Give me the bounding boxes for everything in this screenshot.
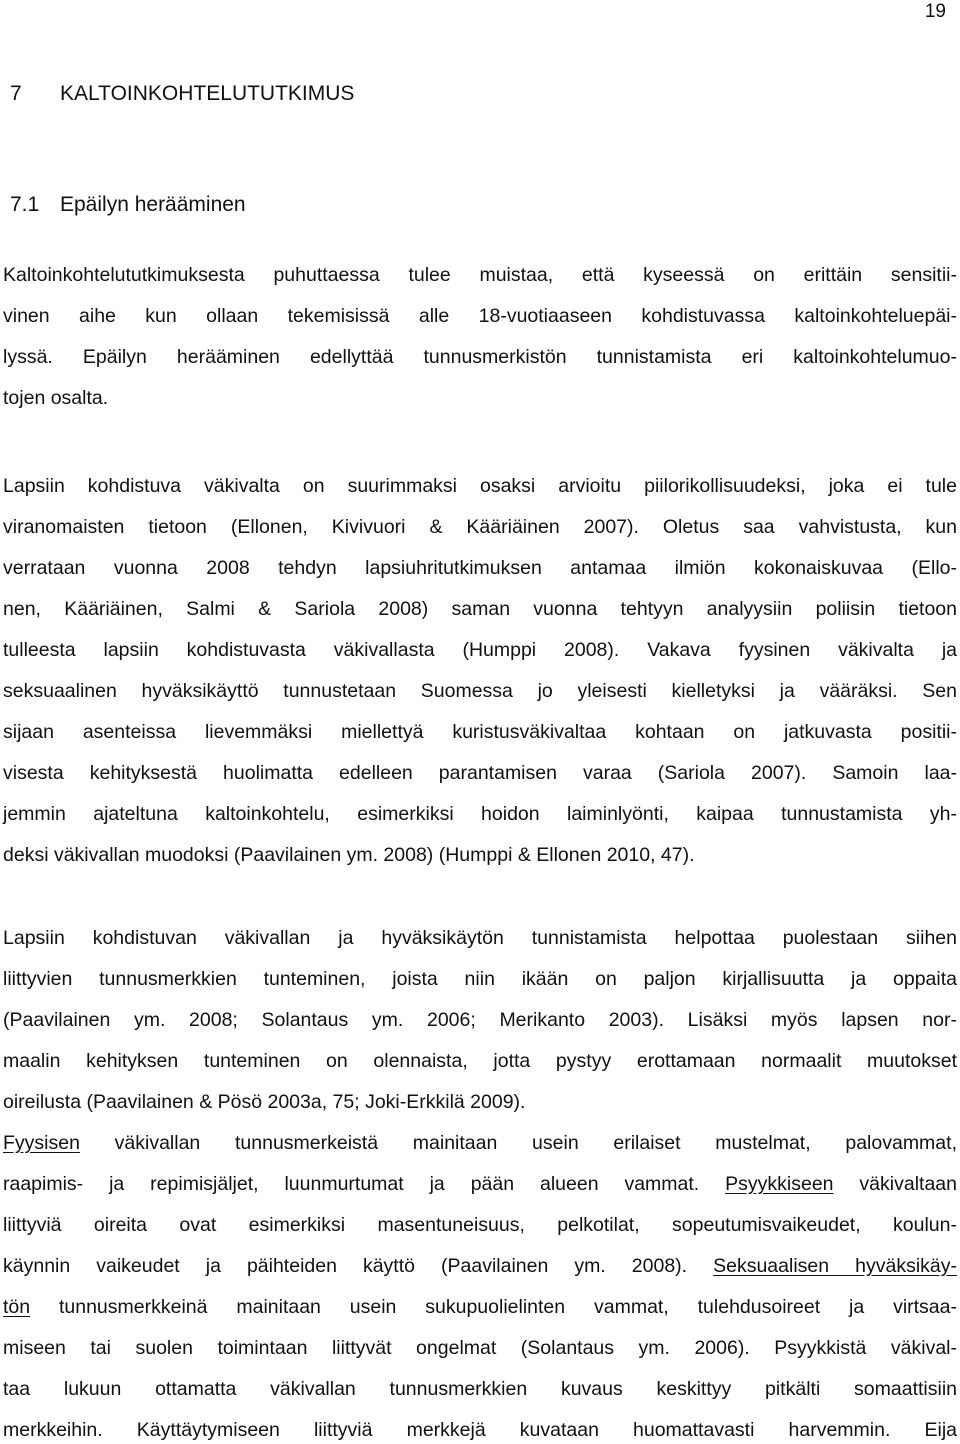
paragraph-4-line: [3, 1295, 957, 1319]
paragraph-2-line: seksuaalinen hyväksikäyttö tunnustetaan Suomessa jo yleisesti kielletyksi ja vääräksi. Sen: [3, 680, 957, 702]
page-number: 19: [924, 1, 946, 22]
paragraph-4-line: [3, 1131, 957, 1155]
paragraph-2-line: sijaan asenteissa lievemmäksi miellettyä kuristusväkivaltaa kohtaan on jatkuvasta positii-: [3, 721, 957, 743]
paragraph-2-line: nen, Kääriäinen, Salmi & Sariola 2008) saman vuonna tehtyyn analyysiin poliisin tietoon: [3, 598, 957, 620]
section-number: 7.1: [10, 193, 40, 216]
line-text: väkivaltaan: [833, 1173, 957, 1195]
paragraph-2-line: Lapsiin kohdistuva väkivalta on suurimmaksi osaksi arvioitu piilorikollisuudeksi, joka ei tule: [3, 475, 957, 497]
section-heading: [10, 192, 246, 218]
chapter-title: KALTOINKOHTELUTUTKIMUS: [60, 82, 355, 105]
paragraph-1-line: lyssä. Epäilyn herääminen edellyttää tunnusmerkistön tunnistamista eri kaltoinkohtelumuo-: [3, 346, 957, 368]
paragraph-2-line: verrataan vuonna 2008 tehdyn lapsiuhritutkimuksen antamaa ilmiön kokonaiskuvaa (Ello-: [3, 557, 957, 579]
underlined-term-continuation: tön: [3, 1296, 31, 1318]
line-text: tunnusmerkkeinä mainitaan usein sukupuolielinten vammat, tulehdusoireet ja virtsaa-: [30, 1296, 957, 1318]
paragraph-4-line: [3, 1254, 957, 1278]
paragraph-2-line: jemmin ajateltuna kaltoinkohtelu, esimerkiksi hoidon laiminlyönti, kaipaa tunnustamista yh-: [3, 803, 957, 825]
line-text: käynnin vaikeudet ja päihteiden käyttö (Paavilainen ym. 2008).: [3, 1255, 714, 1277]
paragraph-1-line: Kaltoinkohtelututkimuksesta puhuttaessa tulee muistaa, että kyseessä on erittäin sensitii-: [3, 264, 957, 286]
underlined-term-fyysisen: Fyysisen: [3, 1132, 80, 1154]
paragraph-4-line: liittyviä oireita ovat esimerkiksi masentuneisuus, pelkotilat, sopeutumisvaikeudet, koulun-: [3, 1214, 957, 1236]
paragraph-4-line: merkkeihin. Käyttäytymiseen liittyviä merkkejä kuvataan huomattavasti harvemmin. Eija: [3, 1419, 957, 1441]
paragraph-3-line: (Paavilainen ym. 2008; Solantaus ym. 2006; Merikanto 2003). Lisäksi myös lapsen nor-: [3, 1009, 957, 1031]
chapter-heading: [10, 81, 354, 107]
chapter-number: 7: [10, 82, 22, 105]
paragraph-4-line: [3, 1172, 957, 1196]
section-title: Epäilyn herääminen: [60, 193, 246, 216]
paragraph-1-line: vinen aihe kun ollaan tekemisissä alle 18-vuotiaaseen kohdistuvassa kaltoinkohteluepäi-: [3, 305, 957, 327]
underlined-term-seksuaalisen: Seksuaalisen hyväksikäy-: [713, 1255, 957, 1277]
paragraph-3-line: oireilusta (Paavilainen & Pösö 2003a, 75; Joki-Erkkilä 2009).: [3, 1091, 526, 1113]
paragraph-3-line: maalin kehityksen tunteminen on olennaista, jotta pystyy erottamaan normaalit muutokset: [3, 1050, 957, 1072]
paragraph-4-line: miseen tai suolen toimintaan liittyvät ongelmat (Solantaus ym. 2006). Psyykkistä väkival-: [3, 1337, 957, 1359]
paragraph-4-line: taa lukuun ottamatta väkivallan tunnusmerkkien kuvaus keskittyy pitkälti somaattisiin: [3, 1378, 957, 1400]
line-text: väkivallan tunnusmerkeistä mainitaan usein erilaiset mustelmat, palovammat,: [79, 1132, 957, 1154]
underlined-term-psyykkiseen: Psyykkiseen: [725, 1173, 834, 1195]
paragraph-2-line: tulleesta lapsiin kohdistuvasta väkivallasta (Humppi 2008). Vakava fyysinen väkivalta ja: [3, 639, 957, 661]
paragraph-2-line: visesta kehityksestä huolimatta edelleen parantamisen varaa (Sariola 2007). Samoin laa-: [3, 762, 957, 784]
paragraph-1-line: tojen osalta.: [3, 387, 109, 409]
paragraph-3-line: liittyvien tunnusmerkkien tunteminen, joista niin ikään on paljon kirjallisuutta ja oppaita: [3, 968, 957, 990]
paragraph-2-line: viranomaisten tietoon (Ellonen, Kivivuori & Kääriäinen 2007). Oletus saa vahvistusta, kun: [3, 516, 957, 538]
paragraph-3-line: Lapsiin kohdistuvan väkivallan ja hyväksikäytön tunnistamista helpottaa puolestaan siihen: [3, 927, 957, 949]
paragraph-2-line: deksi väkivallan muodoksi (Paavilainen ym. 2008) (Humppi & Ellonen 2010, 47).: [3, 844, 695, 866]
line-text: raapimis- ja repimisjäljet, luunmurtumat ja pään alueen vammat.: [3, 1173, 726, 1195]
